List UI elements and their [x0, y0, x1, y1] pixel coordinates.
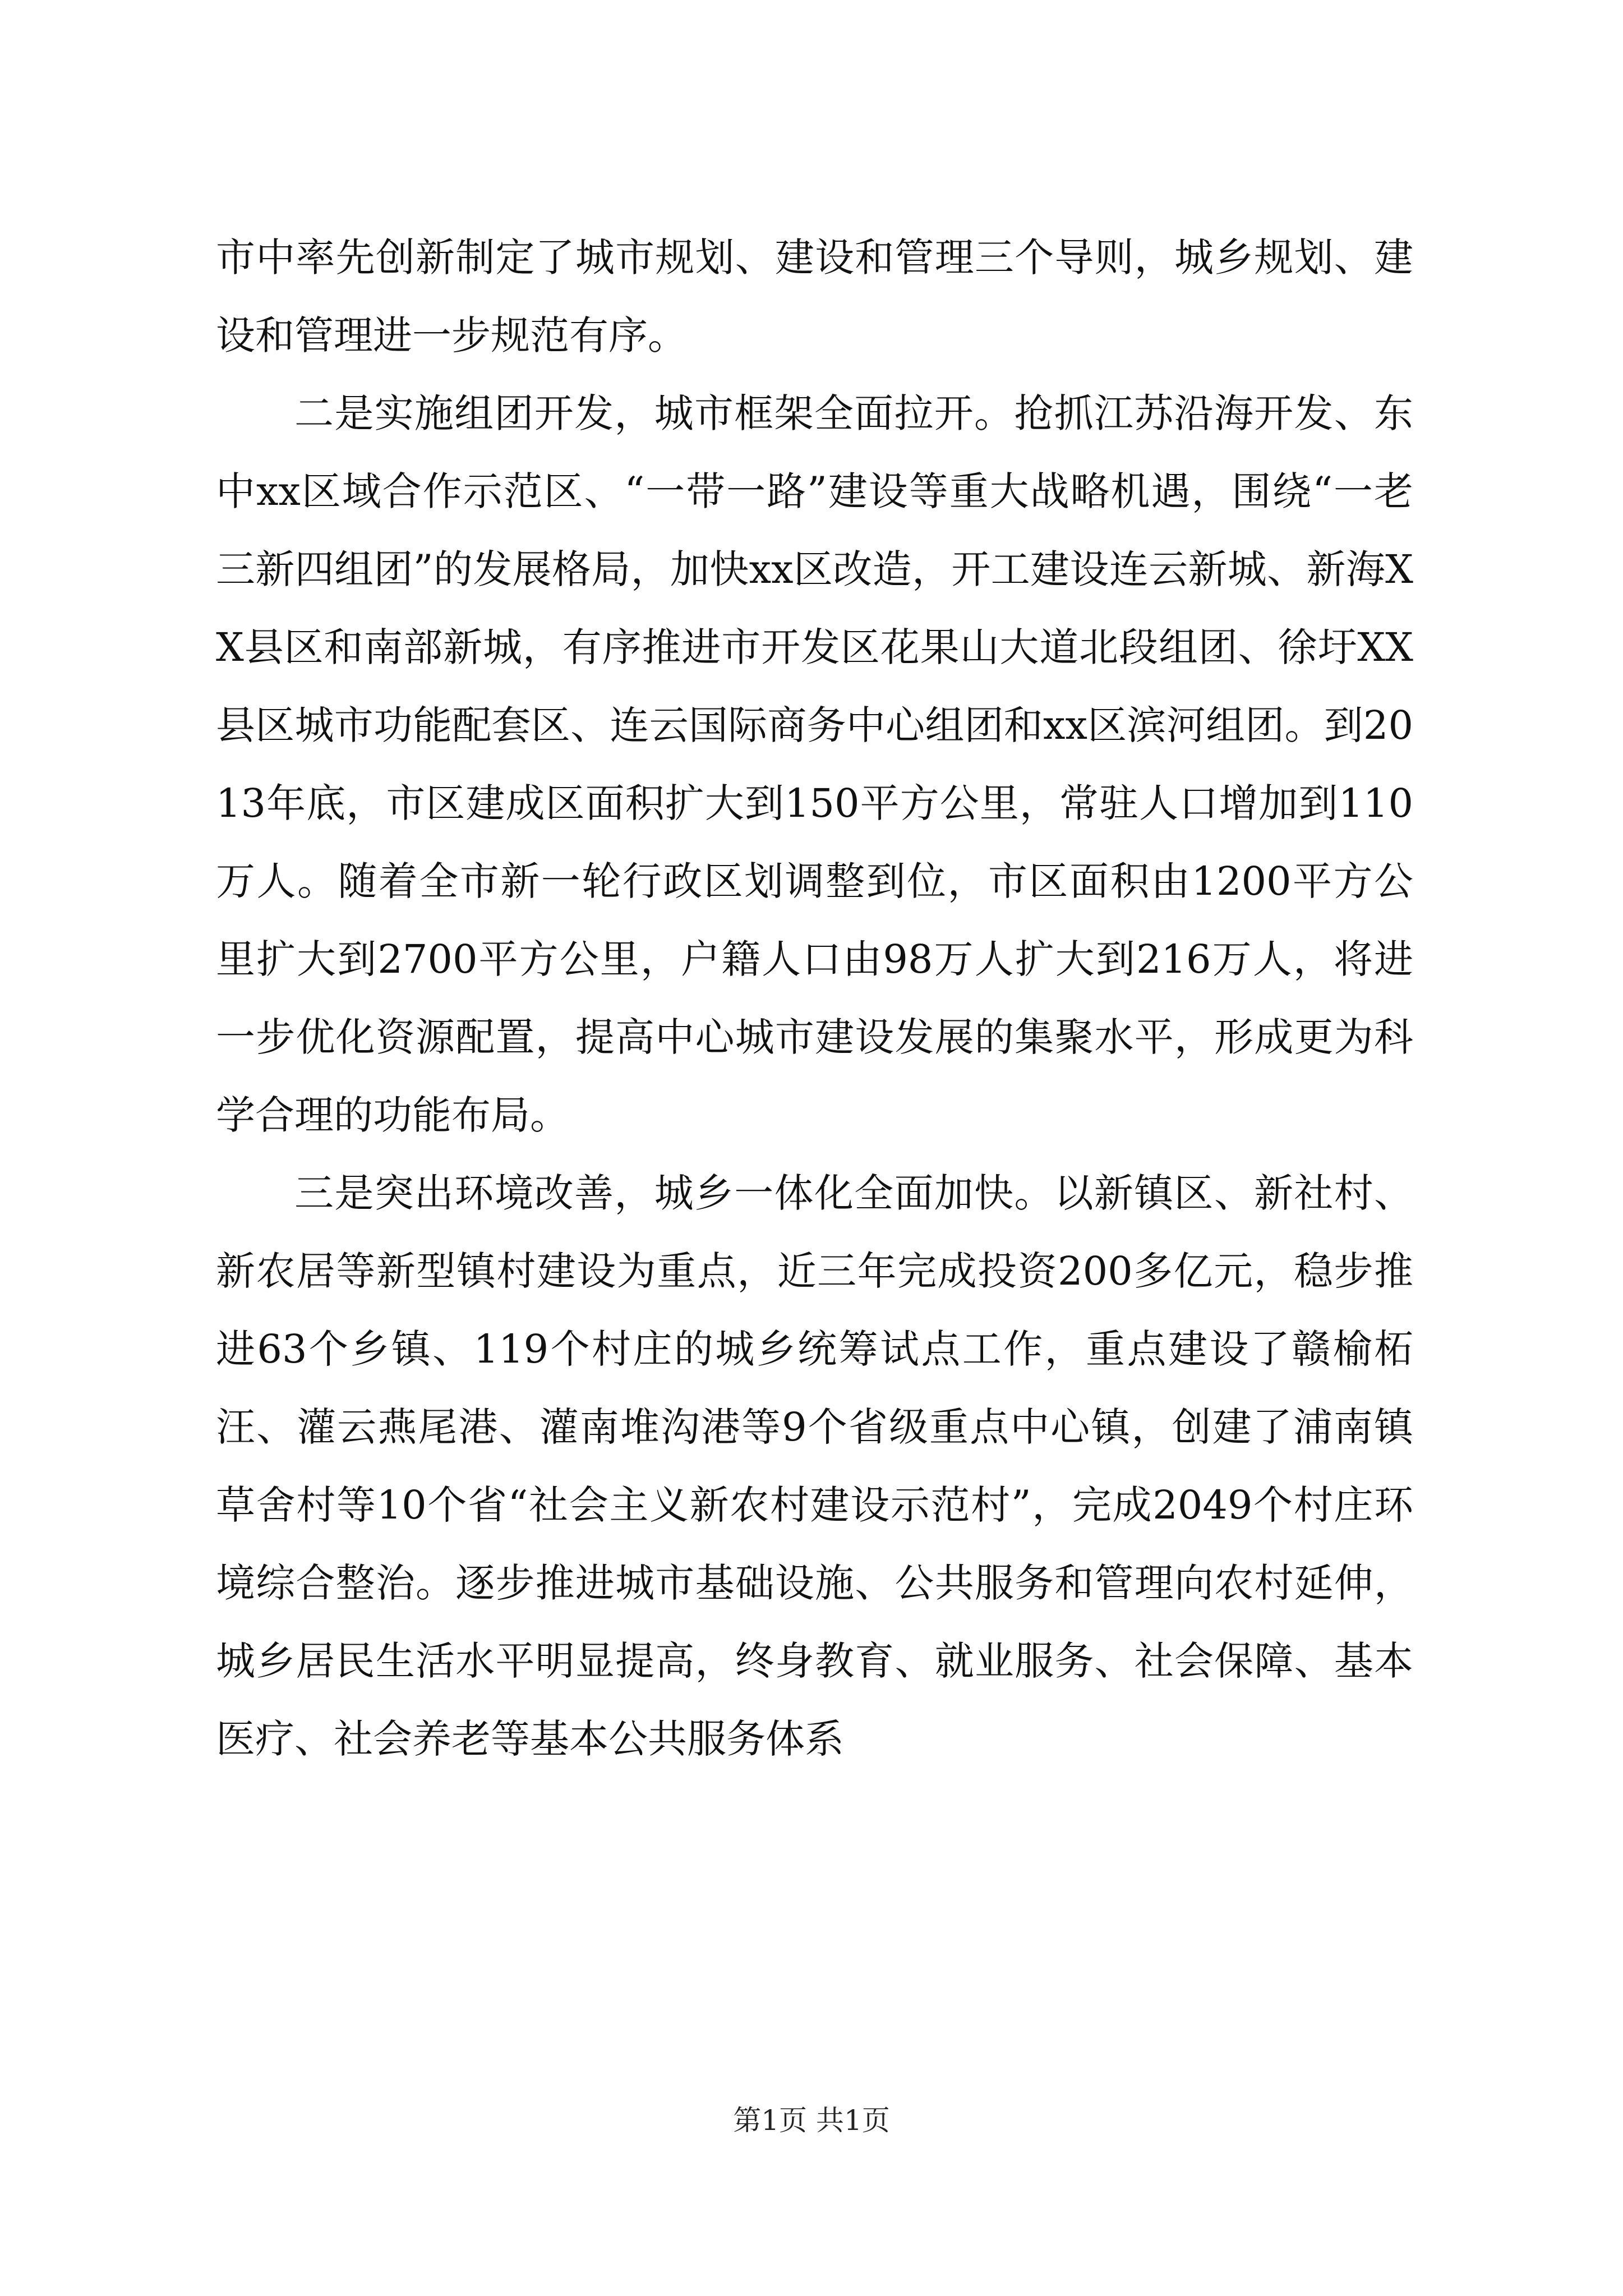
- page-footer: 第1页 共1页: [733, 2104, 890, 2137]
- paragraph-continuation: 市中率先创新制定了城市规划、建设和管理三个导则，城乡规划、建设和管理进一步规范有序。: [216, 234, 1413, 358]
- paragraph-urban-development: 二是实施组团开发，城市框架全面拉开。抢抓江苏沿海开发、东中xx区域合作示范区、“一带一路”建设等重大战略机遇，围绕“一老三新四组团”的发展格局，加快xx区改造，开工建设连云新城、新海XX县区和南部新城，有序推进市开发区花果山大道北段组团、徐圩XX县区城市功能配套区、连云国际商务中心组团和xx区滨河组团。到2013年底，市区建成区面积扩大到150平方公里，常驻人口增加到110万人。随着全市新一轮行政区划调整到位，市区面积由1200平方公里扩大到2700平方公里，户籍人口由98万人扩大到216万人，将进一步优化资源配置，提高中心城市建设发展的集聚水平，形成更为科学合理的功能布局。: [216, 390, 1413, 1138]
- paragraph-urban-rural-integration: 三是突出环境改善，城乡一体化全面加快。以新镇区、新社村、新农居等新型镇村建设为重点，近三年完成投资200多亿元，稳步推进63个乡镇、119个村庄的城乡统筹试点工作，重点建设了赣榆柘汪、灌云燕尾港、灌南堆沟港等9个省级重点中心镇，创建了浦南镇草舍村等10个省“社会主义新农村建设示范村”，完成2049个村庄环境综合整治。逐步推进城市基础设施、公共服务和管理向农村延伸，城乡居民生活水平明显提高，终身教育、就业服务、社会保障、基本医疗、社会养老等基本公共服务体系: [216, 1170, 1413, 1762]
- document-body: [216, 219, 1413, 1778]
